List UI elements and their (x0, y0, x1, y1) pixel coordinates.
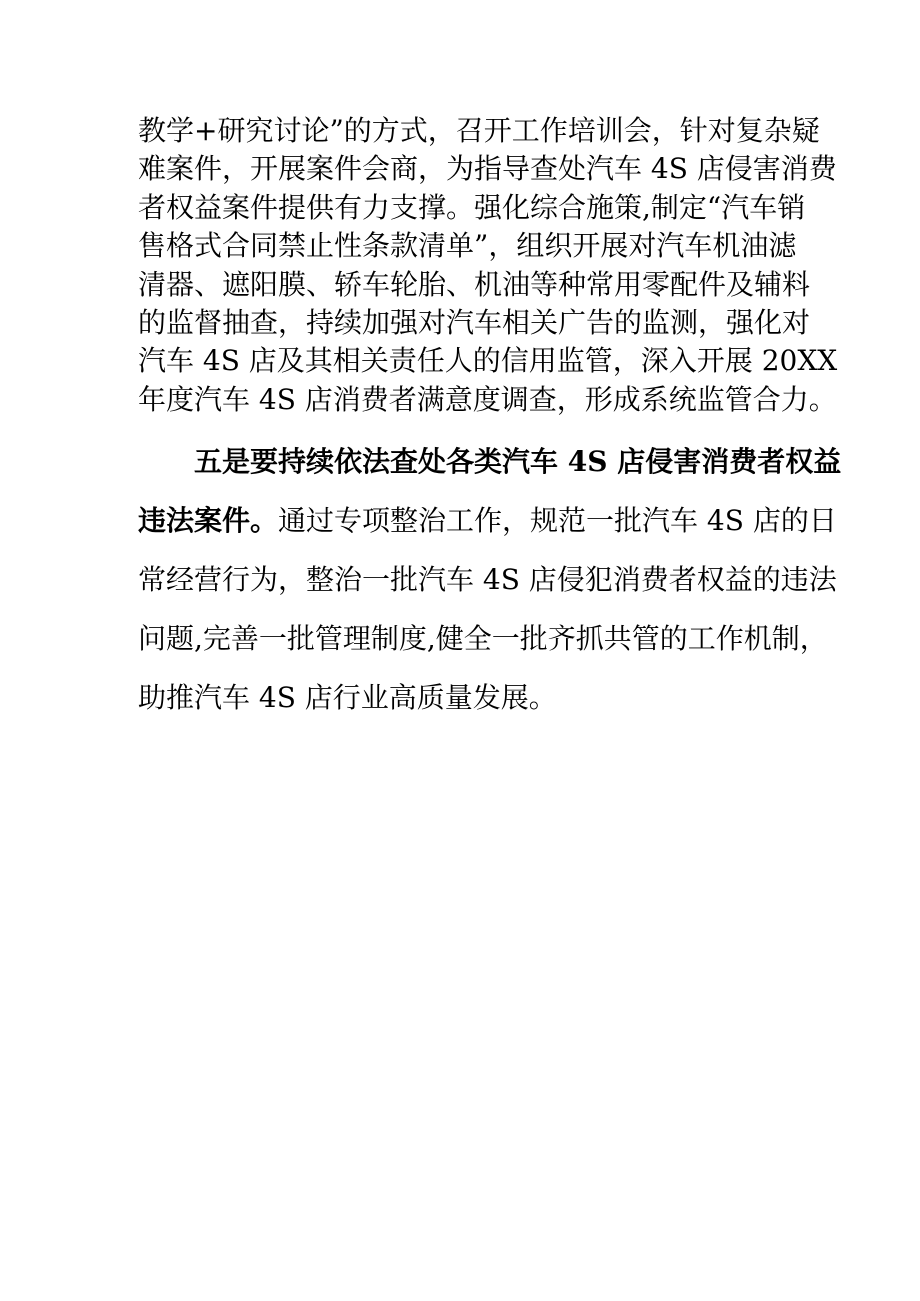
text-line: 问题,完善一批管理制度,健全一批齐抓共管的工作机制， (138, 622, 828, 655)
text-line: 清器、遮阳膜、轿车轮胎、机油等种常用零配件及辅料 (138, 267, 811, 301)
body-text: 通过专项整治工作，规范一批汽车 4S 店的日 (278, 504, 837, 537)
text-line: 常经营行为，整治一批汽车 4S 店侵犯消费者权益的违法 (138, 563, 837, 596)
text-line: 难案件，开展案件会商，为指导查处汽车 4S 店侵害消费 (138, 152, 837, 186)
text-line: 者权益案件提供有力支撑。强化综合施策,制定“汽车销 (138, 190, 806, 224)
paragraph-measures (138, 112, 838, 419)
text-line: 教学+研究讨论”的方式，召开工作培训会，针对复杂疑 (138, 114, 820, 147)
text-line: 售格式合同禁止性条款清单”，组织开展对汽车机油滤 (138, 229, 797, 263)
paragraph-point-five (138, 432, 842, 727)
text-line: 汽车 4S 店及其相关责任人的信用监管，深入开展 20XX (138, 344, 838, 378)
section-heading-line: 五是要持续依法查处各类汽车 4S 店侵害消费者权益 (194, 445, 842, 478)
text-line (138, 491, 837, 550)
text-line: 助推汽车 4S 店行业高质量发展。 (138, 681, 557, 714)
section-heading-end: 违法案件。 (138, 504, 279, 537)
text-line: 年度汽车 4S 店消费者满意度调查，形成系统监管合力。 (138, 382, 837, 416)
text-line: 的监督抽查，持续加强对汽车相关广告的监测，强化对 (138, 306, 811, 340)
